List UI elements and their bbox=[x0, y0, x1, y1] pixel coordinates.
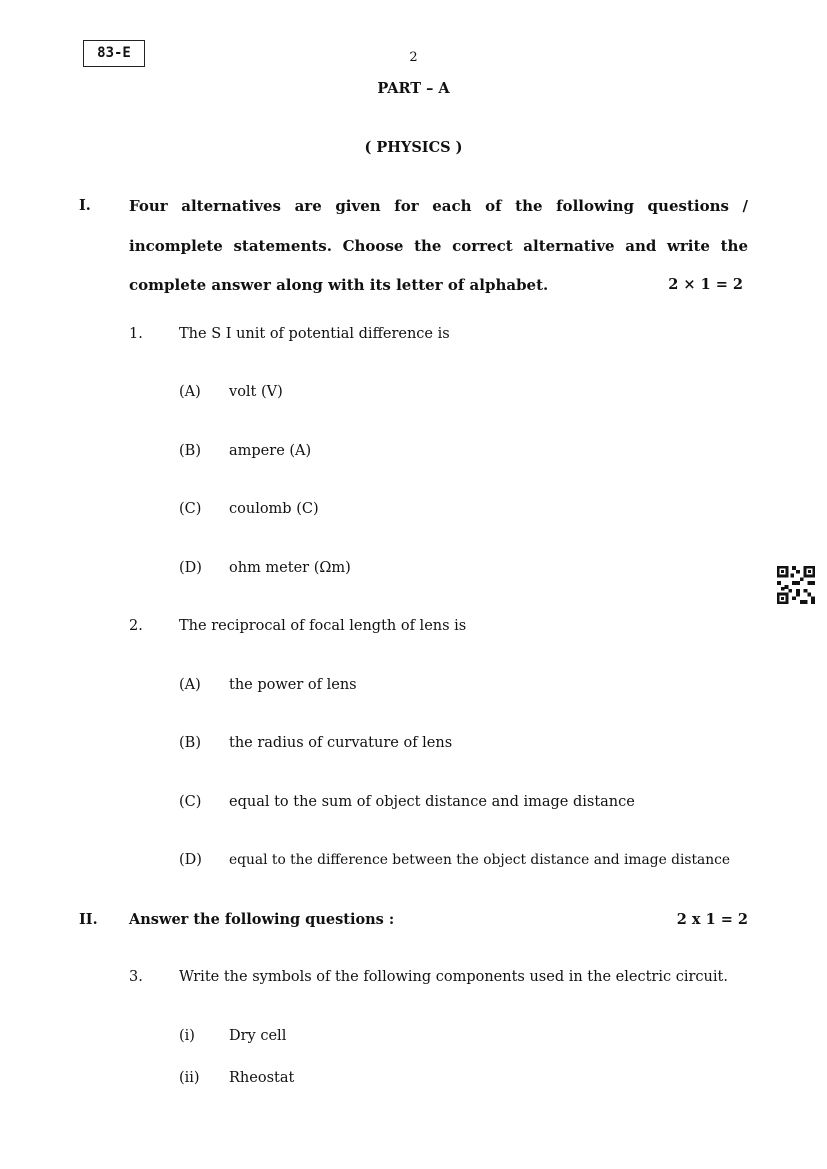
q2-option-c-text: equal to the sum of object distance and image distance bbox=[229, 794, 635, 810]
section-1-instruction: Four alternatives are given for each of the following questions / incomplete statements. Choose the correct alternative and write the complete answer along with its letter of alphabet. bbox=[129, 197, 748, 294]
section-2-marks: 2 x 1 = 2 bbox=[676, 911, 748, 928]
q2-option-b-text: the radius of curvature of lens bbox=[229, 735, 453, 751]
paper-code-box: 83-E bbox=[83, 40, 145, 67]
q2-option-a-letter: (A) bbox=[179, 677, 201, 693]
q3-item-ii-label: (ii) bbox=[179, 1070, 200, 1086]
page-number: 2 bbox=[409, 50, 418, 65]
q1-option-d-text: ohm meter (Ωm) bbox=[229, 560, 351, 576]
section-2-number: II. bbox=[79, 911, 98, 928]
q2-option-d-text: equal to the difference between the object distance and image distance bbox=[229, 852, 730, 868]
q3-item-i-label: (i) bbox=[179, 1028, 195, 1044]
question-3-text: Write the symbols of the following components used in the electric circuit. bbox=[179, 969, 728, 985]
question-3-number: 3. bbox=[129, 969, 143, 985]
question-2-number: 2. bbox=[129, 618, 143, 634]
section-1-marks: 2 × 1 = 2 bbox=[668, 276, 743, 293]
question-2-text: The reciprocal of focal length of lens is bbox=[179, 618, 467, 634]
question-1-text: The S I unit of potential difference is bbox=[179, 326, 450, 342]
q1-option-c-text: coulomb (C) bbox=[229, 501, 319, 517]
q1-option-a-text: volt (V) bbox=[229, 384, 283, 400]
part-title: PART – A bbox=[377, 80, 450, 97]
q1-option-b-letter: (B) bbox=[179, 443, 201, 459]
section-1-number: I. bbox=[79, 197, 91, 214]
question-1-number: 1. bbox=[129, 326, 143, 342]
q3-item-ii-text: Rheostat bbox=[229, 1070, 295, 1086]
section-2-instruction: Answer the following questions : bbox=[129, 911, 395, 928]
qr-code-icon bbox=[776, 566, 816, 604]
q1-option-c-letter: (C) bbox=[179, 501, 202, 517]
q1-option-a-letter: (A) bbox=[179, 384, 201, 400]
q2-option-c-letter: (C) bbox=[179, 794, 202, 810]
q1-option-d-letter: (D) bbox=[179, 560, 202, 576]
q2-option-a-text: the power of lens bbox=[229, 677, 357, 693]
q1-option-b-text: ampere (A) bbox=[229, 443, 312, 459]
subject-title: ( PHYSICS ) bbox=[364, 139, 463, 156]
q2-option-d-letter: (D) bbox=[179, 852, 202, 868]
q3-item-i-text: Dry cell bbox=[229, 1028, 287, 1044]
q2-option-b-letter: (B) bbox=[179, 735, 201, 751]
